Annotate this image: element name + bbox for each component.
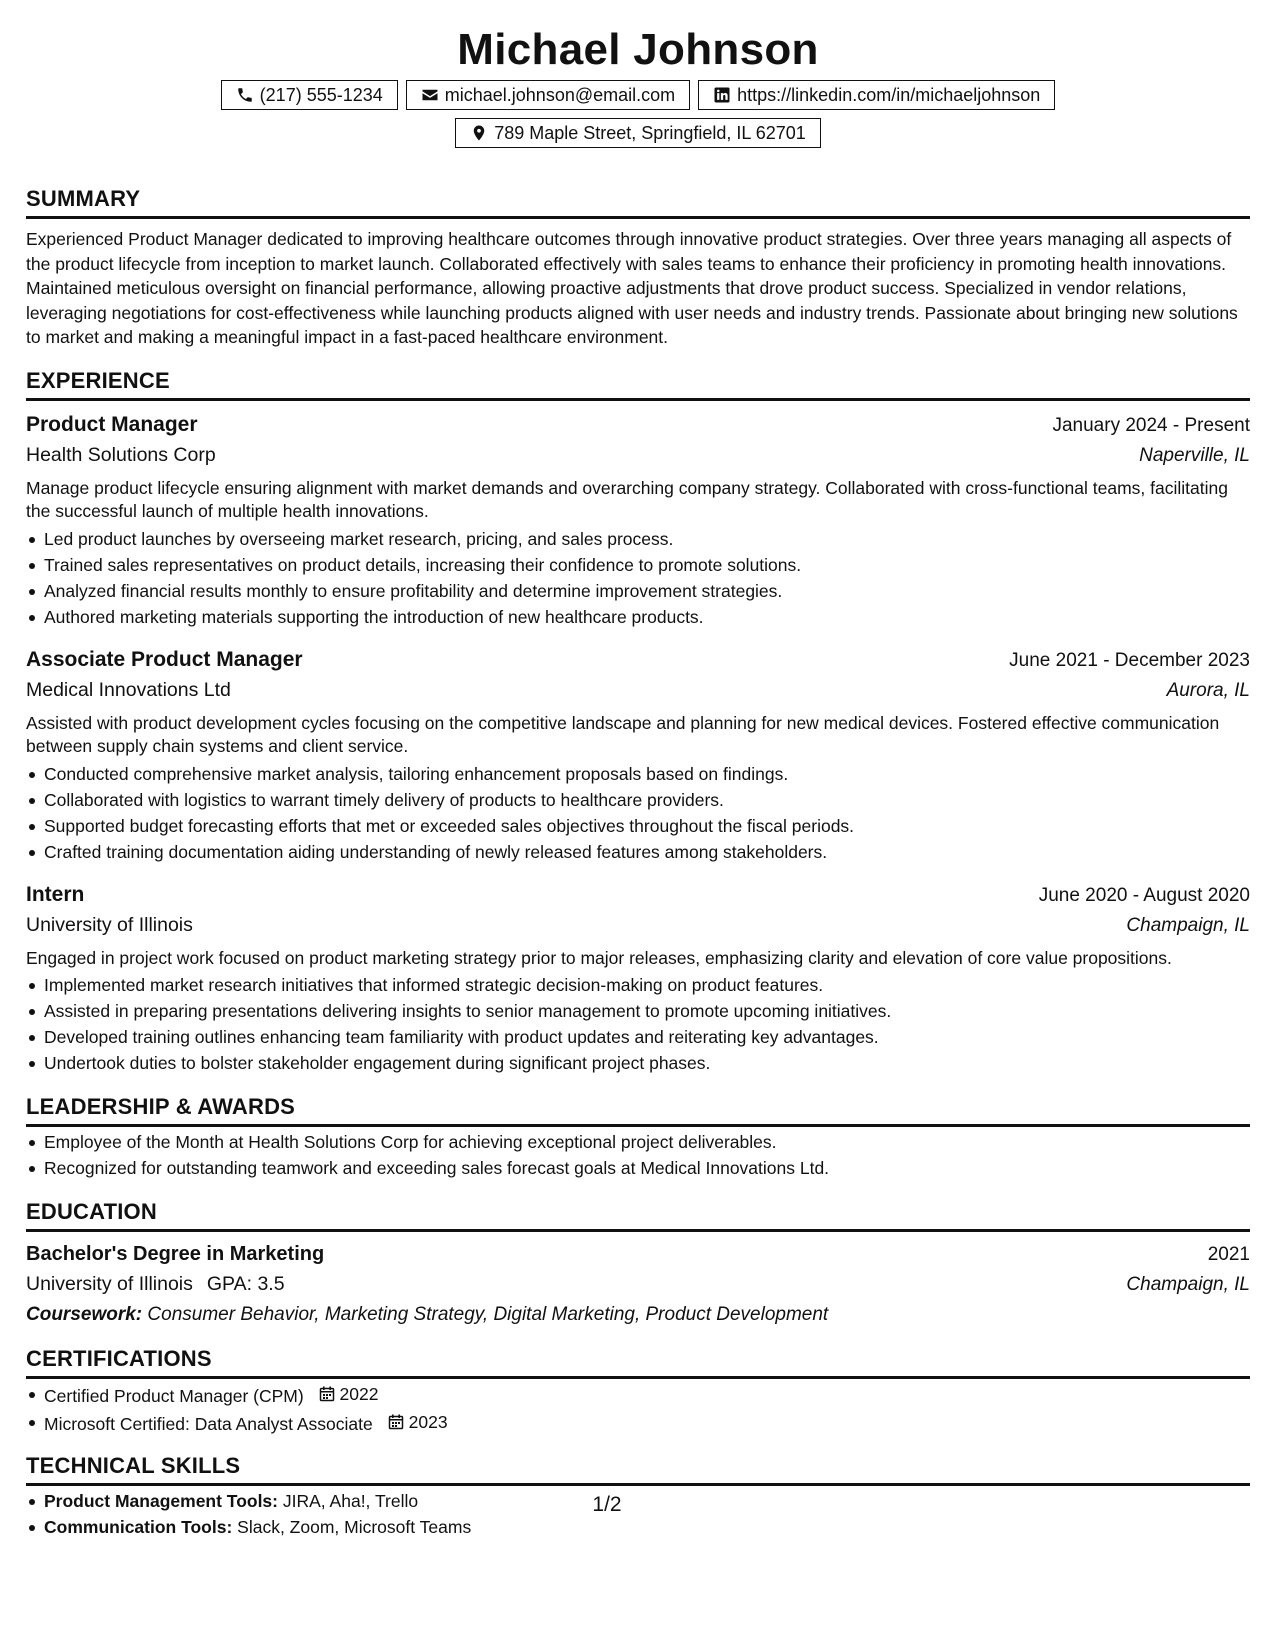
list-item: Assisted in preparing presentations delivering insights to senior management to promote upcoming initiatives. xyxy=(26,998,1250,1024)
job-entry xyxy=(26,881,1250,1077)
certifications-section xyxy=(26,1346,1250,1437)
job-dates: June 2020 - August 2020 xyxy=(1038,884,1250,906)
skill-label: Product Management Tools: xyxy=(44,1491,278,1511)
gpa: GPA: 3.5 xyxy=(206,1273,285,1295)
cert-year: 2022 xyxy=(339,1384,379,1404)
job-location: Naperville, IL xyxy=(1139,444,1250,466)
linkedin-icon xyxy=(713,86,731,104)
cert-year: 2023 xyxy=(408,1412,448,1432)
certifications-list xyxy=(26,1381,1250,1437)
degree-name: Bachelor's Degree in Marketing xyxy=(26,1243,325,1265)
coursework-label: Coursework: xyxy=(26,1304,143,1325)
contact-row xyxy=(26,80,1250,110)
list-item: Crafted training documentation aiding understanding of newly released features among stakeholders. xyxy=(26,839,1250,865)
skill-value: JIRA, Aha!, Trello xyxy=(282,1491,419,1511)
cert-name: Certified Product Manager (CPM) xyxy=(44,1386,304,1406)
section-title-certifications: CERTIFICATIONS xyxy=(26,1346,1250,1379)
job-description: Assisted with product development cycles focusing on the competitive landscape and planning for new medical devices. Fostered effective communication between supply chain systems and client service. xyxy=(26,712,1220,756)
job-location: Aurora, IL xyxy=(1166,679,1250,701)
job-entry xyxy=(26,411,1250,630)
school-line xyxy=(26,1269,285,1299)
skill-value: Slack, Zoom, Microsoft Teams xyxy=(237,1517,472,1537)
page-indicator: 1/2 xyxy=(592,1493,622,1516)
summary-text: Experienced Product Manager dedicated to improving healthcare outcomes through innovative product strategies. Over three years managing all aspects of the product lifecycle from inception to market launch. Collaborated effectively with sales teams to enhance their proficiency in promoting health innovations. Maintained meticulous oversight on financial performance, allowing proactive adjustments that drove product success. Specialized in vendor relations, leveraging negotiations for cost-effectiveness while launching products aligned with user needs and industry trends. Passionate about bringing new solutions to market and making a meaningful impact in a fast-paced healthcare environment. xyxy=(26,229,1238,347)
calendar-icon xyxy=(319,1386,335,1402)
list-item xyxy=(26,1381,1250,1409)
email-chip[interactable] xyxy=(406,80,690,110)
envelope-icon xyxy=(421,86,439,104)
job-bullets xyxy=(26,526,1250,630)
job-role: Associate Product Manager xyxy=(26,647,303,671)
section-title-education: EDUCATION xyxy=(26,1199,1250,1232)
linkedin-text: https://linkedin.com/in/michaeljohnson xyxy=(737,85,1041,105)
email-text: michael.johnson@email.com xyxy=(444,85,676,105)
job-dates: January 2024 - Present xyxy=(1052,414,1250,436)
job-location: Champaign, IL xyxy=(1126,914,1250,936)
phone-icon xyxy=(236,86,254,104)
skill-label: Communication Tools: xyxy=(44,1517,233,1537)
list-item: Authored marketing materials supporting the introduction of new healthcare products. xyxy=(26,604,1250,630)
linkedin-chip[interactable] xyxy=(698,80,1055,110)
list-item: Employee of the Month at Health Solutions Corp for achieving exceptional project deliverables. xyxy=(26,1129,1250,1155)
leadership-list xyxy=(26,1129,1250,1181)
address-chip[interactable] xyxy=(455,118,821,148)
list-item: Supported budget forecasting efforts that met or exceeded sales objectives throughout the fiscal periods. xyxy=(26,813,1250,839)
list-item: Conducted comprehensive market analysis, tailoring enhancement proposals based on findings. xyxy=(26,761,1250,787)
calendar-icon xyxy=(388,1414,404,1430)
job-company: Medical Innovations Ltd xyxy=(26,678,231,701)
section-title-skills: TECHNICAL SKILLS xyxy=(26,1453,1250,1486)
list-item xyxy=(26,1409,1250,1437)
coursework-list: Consumer Behavior, Marketing Strategy, Digital Marketing, Product Development xyxy=(147,1304,829,1325)
resume-page xyxy=(26,0,1250,1540)
graduation-year: 2021 xyxy=(1207,1244,1250,1265)
list-item xyxy=(26,1514,1250,1540)
job-description: Engaged in project work focused on product marketing strategy prior to major releases, emphasizing clarity and elevation of core value propositions. xyxy=(26,947,1172,968)
list-item: Implemented market research initiatives that informed strategic decision-making on product features. xyxy=(26,972,1250,998)
section-title-leadership: LEADERSHIP & AWARDS xyxy=(26,1094,1250,1127)
education-section xyxy=(26,1199,1250,1330)
job-company: University of Illinois xyxy=(26,913,193,936)
job-bullets xyxy=(26,972,1250,1076)
summary-section xyxy=(26,186,1250,350)
section-title-summary: SUMMARY xyxy=(26,186,1250,219)
education-entry xyxy=(26,1240,1250,1330)
job-company: Health Solutions Corp xyxy=(26,443,216,466)
address-text: 789 Maple Street, Springfield, IL 62701 xyxy=(494,123,806,143)
job-dates: June 2021 - December 2023 xyxy=(1009,649,1250,671)
school-location: Champaign, IL xyxy=(1126,1274,1250,1295)
list-item: Analyzed financial results monthly to ensure profitability and determine improvement strategies. xyxy=(26,578,1250,604)
leadership-section xyxy=(26,1094,1250,1181)
map-marker-icon xyxy=(470,124,488,142)
job-description: Manage product lifecycle ensuring alignment with market demands and overarching company strategy. Collaborated with cross-functional teams, facilitating the successful launch of multiple health innovations. xyxy=(26,477,1228,521)
list-item: Trained sales representatives on product details, increasing their confidence to promote solutions. xyxy=(26,552,1250,578)
phone-text: (217) 555-1234 xyxy=(259,85,383,105)
list-item: Recognized for outstanding teamwork and exceeding sales forecast goals at Medical Innovations Ltd. xyxy=(26,1155,1250,1181)
cert-name: Microsoft Certified: Data Analyst Associate xyxy=(44,1414,373,1434)
school-name: University of Illinois xyxy=(26,1273,193,1295)
job-bullets xyxy=(26,761,1250,865)
list-item: Developed training outlines enhancing team familiarity with product updates and reiterating key advantages. xyxy=(26,1024,1250,1050)
section-title-experience: EXPERIENCE xyxy=(26,368,1250,401)
coursework-line xyxy=(26,1300,1250,1330)
experience-section xyxy=(26,368,1250,1077)
job-role: Intern xyxy=(26,882,85,906)
list-item: Undertook duties to bolster stakeholder engagement during significant project phases. xyxy=(26,1050,1250,1076)
job-role: Product Manager xyxy=(26,412,198,436)
address-row xyxy=(26,118,1250,148)
phone-chip[interactable] xyxy=(221,80,398,110)
list-item: Led product launches by overseeing market research, pricing, and sales process. xyxy=(26,526,1250,552)
candidate-name: Michael Johnson xyxy=(457,25,819,74)
job-entry xyxy=(26,646,1250,865)
list-item: Collaborated with logistics to warrant timely delivery of products to healthcare providers. xyxy=(26,787,1250,813)
